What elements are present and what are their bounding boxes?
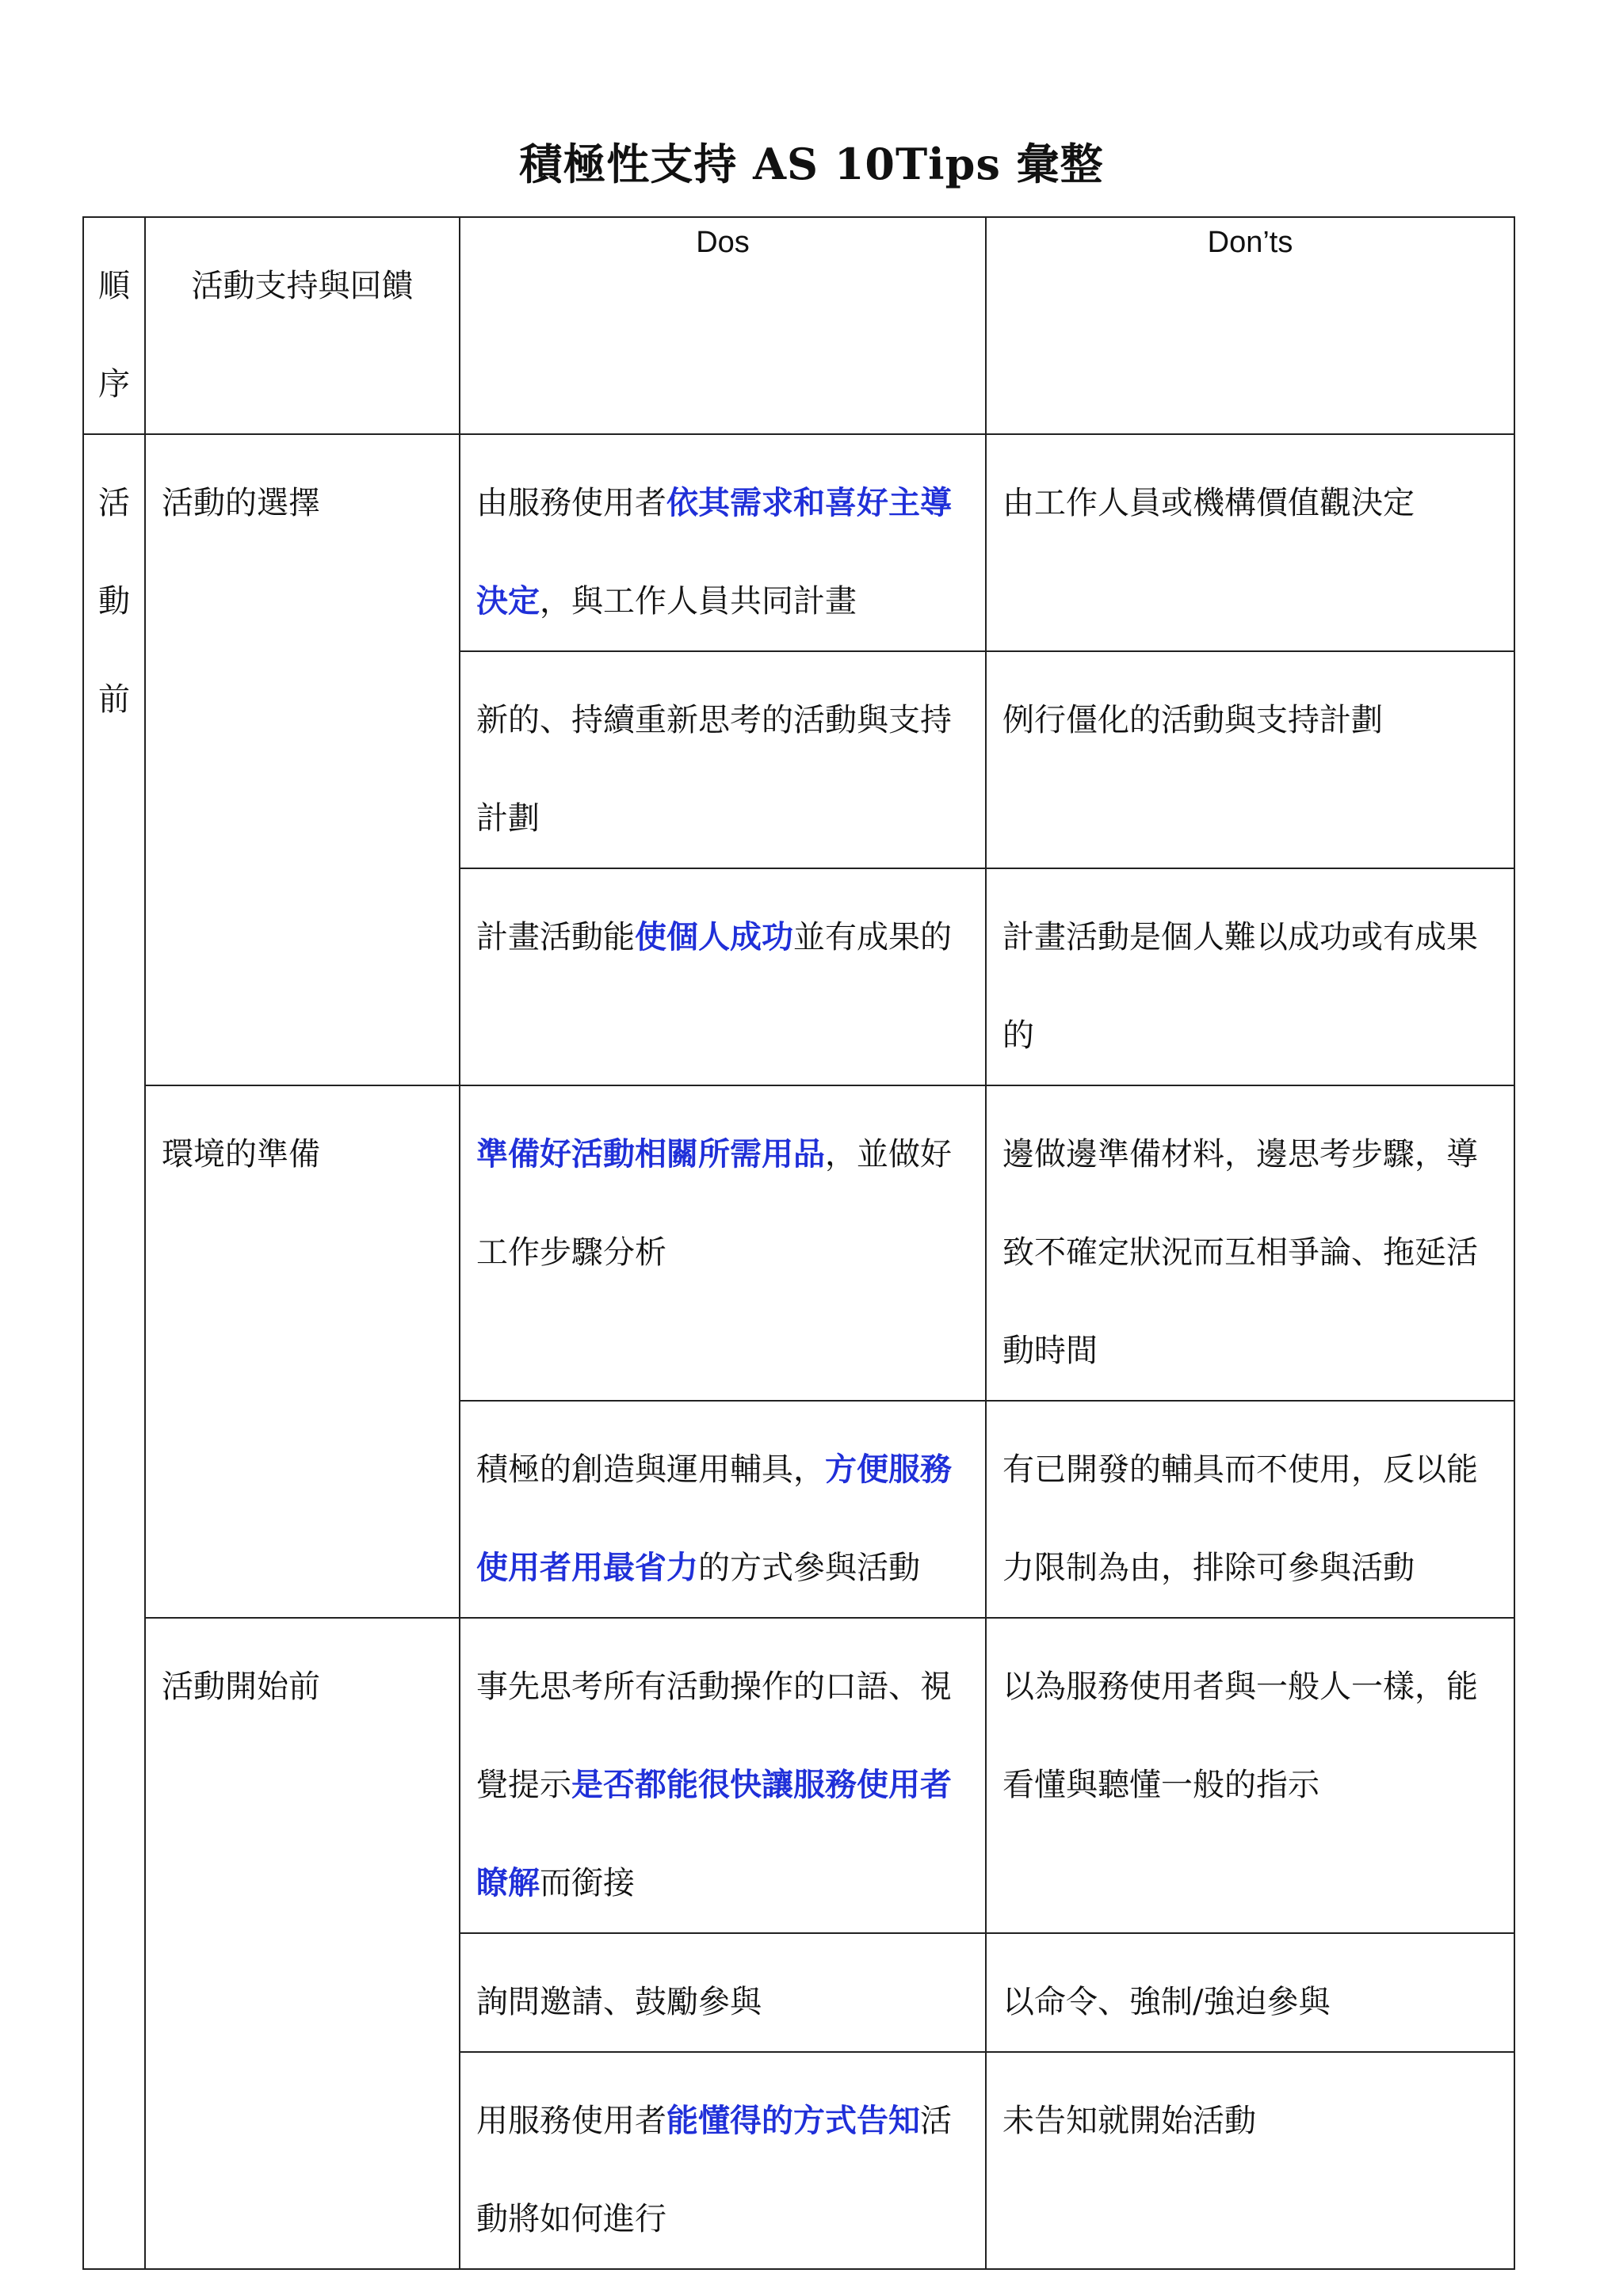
highlighted-text: 使個人成功	[635, 918, 793, 955]
donts-text: 以為服務使用者與一般人一樣，能看懂與聽懂一般的指示	[1002, 1669, 1478, 1803]
plain-text: 計畫活動能	[476, 919, 635, 955]
plain-text: 由服務使用者	[476, 485, 666, 521]
dos-cell	[460, 651, 986, 868]
header-seq	[83, 217, 145, 434]
dos-cell	[460, 1085, 986, 1401]
dos-cell	[460, 1401, 986, 1618]
donts-cell	[986, 651, 1514, 868]
plain-text: 積極的創造與運用輔具，	[476, 1451, 825, 1488]
group-cell	[145, 1618, 460, 2269]
plain-text: 並有成果的	[793, 919, 952, 955]
dos-text	[460, 1086, 985, 1302]
plain-text: ，與工作人員共同計畫	[540, 583, 857, 620]
dos-text	[460, 2053, 985, 2268]
donts-text: 邊做邊準備材料，邊思考步驟，導致不確定狀況而互相爭論、拖延活動時間	[1002, 1136, 1478, 1369]
dos-cell	[460, 1618, 986, 1933]
highlighted-text: 能懂得的方式告知	[666, 2102, 920, 2139]
header-seq-char: 順	[98, 268, 130, 304]
group-label: 活動開始前	[162, 1669, 320, 1705]
highlighted-text: 依其需求和喜好主導決定	[476, 484, 952, 620]
dos-cell	[460, 434, 986, 651]
dos-text	[460, 869, 985, 986]
phase-cell	[83, 434, 145, 2269]
dos-text	[460, 1934, 985, 2051]
dos-text	[460, 435, 985, 650]
dos-cell	[460, 2052, 986, 2269]
phase-char: 活	[98, 485, 130, 521]
dos-text	[460, 652, 985, 868]
donts-text: 由工作人員或機構價值觀決定	[1002, 485, 1415, 521]
donts-cell	[986, 868, 1514, 1085]
plain-text: 活動將如何進行	[476, 2103, 952, 2237]
tips-table	[82, 216, 1515, 2270]
plain-text: 用服務使用者	[476, 2103, 666, 2139]
table-row	[83, 1618, 1514, 1933]
donts-cell	[986, 1618, 1514, 1933]
highlighted-text: 準備好活動相關所需用品	[476, 1135, 825, 1173]
phase-char: 動	[98, 583, 130, 620]
plain-text: 而銜接	[540, 1865, 635, 1901]
highlighted-text: 方便服務使用者用最省力	[476, 1451, 952, 1586]
page-title: 積極性支持 AS 10Tips 彙整	[519, 139, 1104, 189]
group-label: 活動的選擇	[162, 485, 320, 521]
donts-text: 例行僵化的活動與支持計劃	[1002, 702, 1383, 738]
donts-text: 未告知就開始活動	[1002, 2103, 1256, 2139]
dos-cell	[460, 868, 986, 1085]
plain-text: 事先思考所有活動操作的口語、視覺提示	[476, 1669, 952, 1803]
group-label: 環境的準備	[162, 1136, 320, 1173]
plain-text: 的方式參與活動	[698, 1550, 920, 1586]
header-dos	[460, 217, 986, 434]
header-row	[83, 217, 1514, 434]
plain-text: 詢問邀請、鼓勵參與	[476, 1984, 762, 2020]
header-donts-label: Don’ts	[1207, 226, 1293, 259]
dos-cell	[460, 1933, 986, 2052]
dos-text	[460, 1402, 985, 1617]
phase-char: 前	[98, 681, 130, 718]
group-cell	[145, 1085, 460, 1618]
donts-text: 以命令、強制/強迫參與	[1002, 1984, 1331, 2020]
donts-cell	[986, 434, 1514, 651]
donts-text: 有已開發的輔具而不使用，反以能力限制為由，排除可參與活動	[1002, 1451, 1478, 1586]
plain-text: ，並做好工作步驟分析	[476, 1136, 952, 1271]
donts-cell	[986, 1933, 1514, 2052]
header-dos-label: Dos	[696, 226, 750, 259]
donts-cell	[986, 2052, 1514, 2269]
table-row	[83, 434, 1514, 651]
group-cell	[145, 434, 460, 1085]
highlighted-text: 是否都能很快讓服務使用者瞭解	[476, 1766, 952, 1901]
donts-cell	[986, 1401, 1514, 1618]
header-support-label: 活動支持與回饋	[191, 268, 414, 304]
header-seq-char: 序	[98, 366, 130, 402]
donts-cell	[986, 1085, 1514, 1401]
plain-text: 新的、持續重新思考的活動與支持計劃	[476, 702, 952, 837]
table-row	[83, 1085, 1514, 1401]
dos-text	[460, 1619, 985, 1932]
header-support	[145, 217, 460, 434]
donts-text: 計畫活動是個人難以成功或有成果的	[1002, 919, 1478, 1054]
header-donts	[986, 217, 1514, 434]
